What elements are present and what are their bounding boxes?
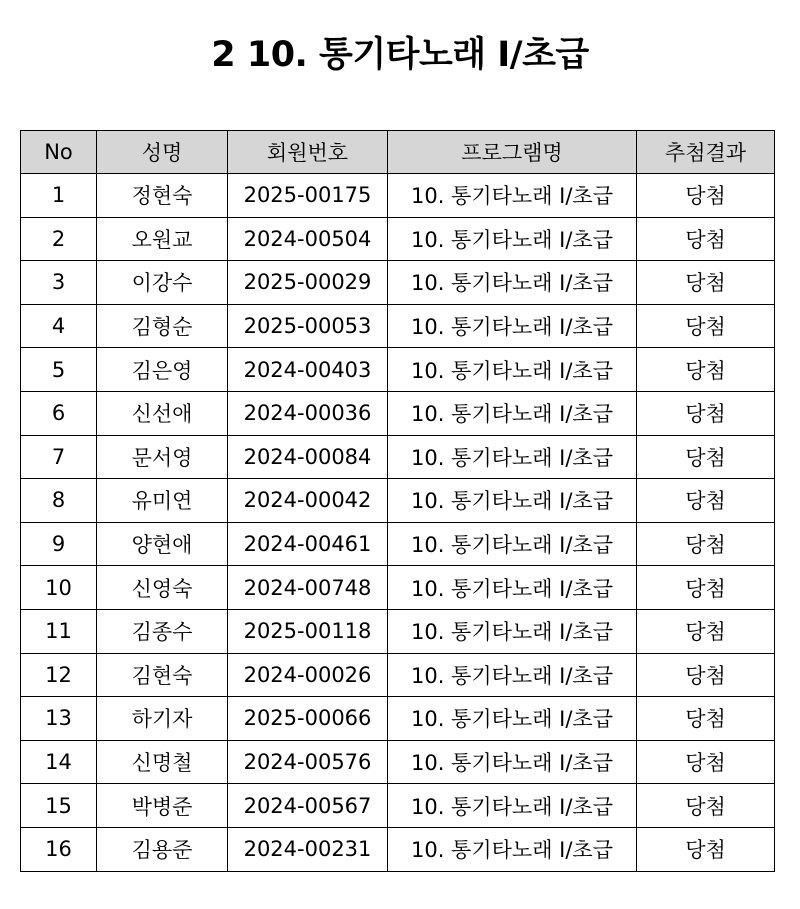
table-row xyxy=(21,435,775,479)
cell-result: 당첨 xyxy=(637,653,775,697)
column-header-program: 프로그램명 xyxy=(388,131,637,174)
cell-result: 당첨 xyxy=(637,740,775,784)
cell-result: 당첨 xyxy=(637,522,775,566)
cell-member-id: 2024-00036 xyxy=(228,391,388,435)
cell-program: 10. 통기타노래 I/초급 xyxy=(388,827,637,871)
table-row xyxy=(21,566,775,610)
cell-result: 당첨 xyxy=(637,348,775,392)
cell-program: 10. 통기타노래 I/초급 xyxy=(388,784,637,828)
cell-program: 10. 통기타노래 I/초급 xyxy=(388,740,637,784)
table-row xyxy=(21,391,775,435)
cell-no: 12 xyxy=(21,653,97,697)
cell-program: 10. 통기타노래 I/초급 xyxy=(388,261,637,305)
cell-program: 10. 통기타노래 I/초급 xyxy=(388,479,637,523)
column-header-result: 추첨결과 xyxy=(637,131,775,174)
table-row xyxy=(21,827,775,871)
table-row xyxy=(21,653,775,697)
cell-name: 문서영 xyxy=(97,435,228,479)
cell-name: 신영숙 xyxy=(97,566,228,610)
cell-program: 10. 통기타노래 I/초급 xyxy=(388,653,637,697)
table-body xyxy=(21,174,775,872)
lottery-results-table xyxy=(20,130,775,872)
cell-program: 10. 통기타노래 I/초급 xyxy=(388,435,637,479)
cell-name: 신명철 xyxy=(97,740,228,784)
cell-no: 6 xyxy=(21,391,97,435)
cell-member-id: 2024-00026 xyxy=(228,653,388,697)
cell-program: 10. 통기타노래 I/초급 xyxy=(388,174,637,218)
cell-program: 10. 통기타노래 I/초급 xyxy=(388,348,637,392)
cell-result: 당첨 xyxy=(637,566,775,610)
cell-name: 이강수 xyxy=(97,261,228,305)
cell-result: 당첨 xyxy=(637,261,775,305)
cell-result: 당첨 xyxy=(637,697,775,741)
table-row xyxy=(21,348,775,392)
cell-program: 10. 통기타노래 I/초급 xyxy=(388,217,637,261)
cell-name: 오원교 xyxy=(97,217,228,261)
table-row xyxy=(21,479,775,523)
cell-name: 김은영 xyxy=(97,348,228,392)
cell-name: 신선애 xyxy=(97,391,228,435)
table-row xyxy=(21,174,775,218)
column-header-name: 성명 xyxy=(97,131,228,174)
cell-no: 9 xyxy=(21,522,97,566)
column-header-member-id: 회원번호 xyxy=(228,131,388,174)
cell-result: 당첨 xyxy=(637,391,775,435)
cell-member-id: 2024-00403 xyxy=(228,348,388,392)
cell-no: 13 xyxy=(21,697,97,741)
table-row xyxy=(21,609,775,653)
cell-result: 당첨 xyxy=(637,784,775,828)
cell-program: 10. 통기타노래 I/초급 xyxy=(388,697,637,741)
cell-no: 2 xyxy=(21,217,97,261)
cell-no: 14 xyxy=(21,740,97,784)
cell-result: 당첨 xyxy=(637,479,775,523)
cell-name: 유미연 xyxy=(97,479,228,523)
cell-name: 김형순 xyxy=(97,304,228,348)
cell-no: 7 xyxy=(21,435,97,479)
cell-program: 10. 통기타노래 I/초급 xyxy=(388,522,637,566)
cell-member-id: 2025-00029 xyxy=(228,261,388,305)
cell-no: 3 xyxy=(21,261,97,305)
cell-name: 박병준 xyxy=(97,784,228,828)
cell-member-id: 2024-00461 xyxy=(228,522,388,566)
cell-result: 당첨 xyxy=(637,304,775,348)
cell-result: 당첨 xyxy=(637,827,775,871)
cell-result: 당첨 xyxy=(637,217,775,261)
cell-member-id: 2025-00118 xyxy=(228,609,388,653)
table-header xyxy=(21,131,775,174)
cell-no: 1 xyxy=(21,174,97,218)
table-row xyxy=(21,304,775,348)
cell-result: 당첨 xyxy=(637,609,775,653)
cell-member-id: 2024-00567 xyxy=(228,784,388,828)
cell-member-id: 2025-00175 xyxy=(228,174,388,218)
cell-member-id: 2025-00066 xyxy=(228,697,388,741)
cell-name: 정현숙 xyxy=(97,174,228,218)
cell-result: 당첨 xyxy=(637,174,775,218)
cell-no: 15 xyxy=(21,784,97,828)
cell-member-id: 2024-00748 xyxy=(228,566,388,610)
cell-name: 김용준 xyxy=(97,827,228,871)
cell-member-id: 2024-00084 xyxy=(228,435,388,479)
cell-member-id: 2024-00576 xyxy=(228,740,388,784)
cell-no: 16 xyxy=(21,827,97,871)
page-title: 2 10. 통기타노래 I/초급 xyxy=(211,35,589,75)
table-row xyxy=(21,697,775,741)
table-row xyxy=(21,522,775,566)
cell-no: 5 xyxy=(21,348,97,392)
cell-no: 11 xyxy=(21,609,97,653)
cell-result: 당첨 xyxy=(637,435,775,479)
cell-member-id: 2024-00504 xyxy=(228,217,388,261)
cell-no: 4 xyxy=(21,304,97,348)
cell-name: 하기자 xyxy=(97,697,228,741)
cell-program: 10. 통기타노래 I/초급 xyxy=(388,609,637,653)
cell-member-id: 2024-00231 xyxy=(228,827,388,871)
cell-name: 김종수 xyxy=(97,609,228,653)
cell-member-id: 2024-00042 xyxy=(228,479,388,523)
cell-name: 양현애 xyxy=(97,522,228,566)
cell-name: 김현숙 xyxy=(97,653,228,697)
cell-program: 10. 통기타노래 I/초급 xyxy=(388,566,637,610)
cell-program: 10. 통기타노래 I/초급 xyxy=(388,304,637,348)
cell-member-id: 2025-00053 xyxy=(228,304,388,348)
table-row xyxy=(21,784,775,828)
cell-program: 10. 통기타노래 I/초급 xyxy=(388,391,637,435)
table-row xyxy=(21,740,775,784)
table-row xyxy=(21,261,775,305)
cell-no: 8 xyxy=(21,479,97,523)
cell-no: 10 xyxy=(21,566,97,610)
table-row xyxy=(21,217,775,261)
table-header-row xyxy=(21,131,775,174)
column-header-no: No xyxy=(21,131,97,174)
